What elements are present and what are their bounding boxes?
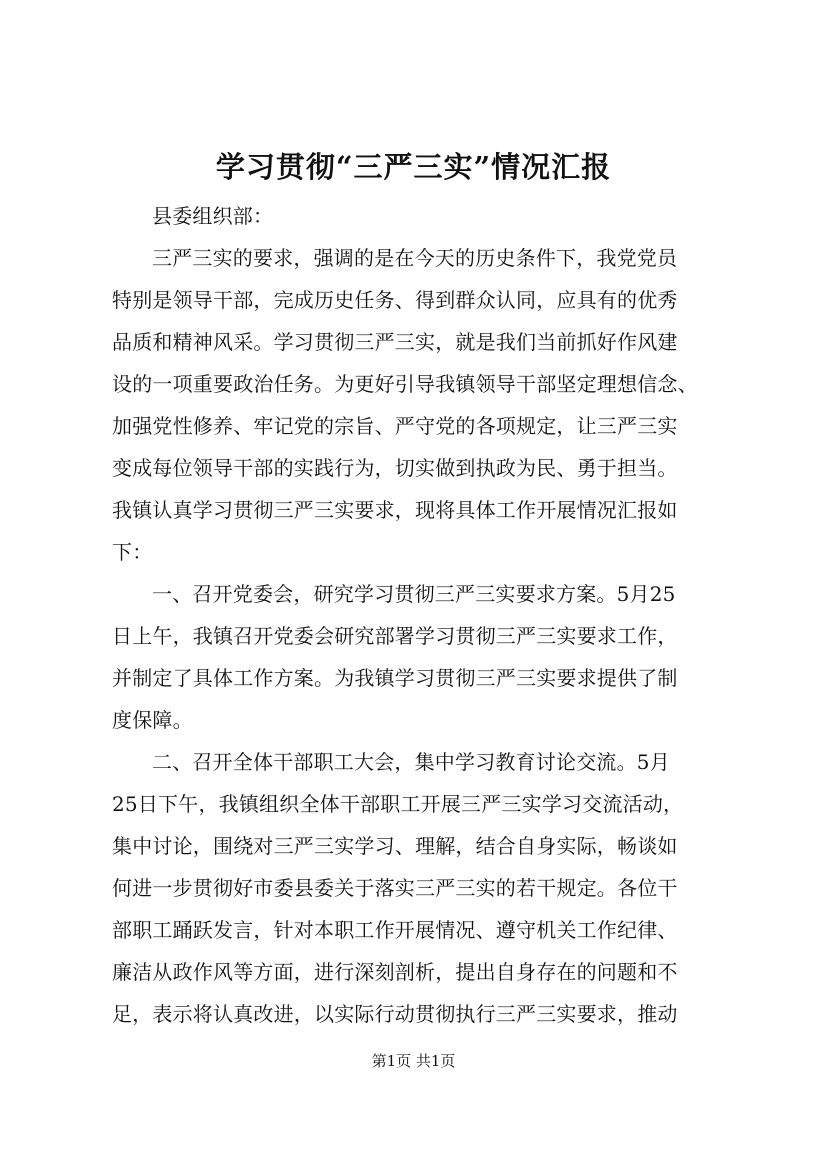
document-body	[112, 195, 737, 1035]
body-line: 并制定了具体工作方案。为我镇学习贯彻三严三实要求提供了制	[112, 666, 678, 690]
body-line: 25日下午，我镇组织全体干部职工开展三严三实学习交流活动，	[112, 792, 684, 816]
body-line: 县委组织部：	[152, 204, 274, 228]
body-line: 品质和精神风采。学习贯彻三严三实，就是我们当前抓好作风建	[112, 330, 678, 354]
body-line: 加强党性修养、牢记党的宗旨、严守党的各项规定，让三严三实	[112, 414, 678, 438]
body-line: 特别是领导干部，完成历史任务、得到群众认同，应具有的优秀	[112, 288, 678, 312]
body-line: 度保障。	[112, 708, 193, 732]
body-line: 何进一步贯彻好市委县委关于落实三严三实的若干规定。各位干	[112, 876, 678, 900]
body-line: 一、召开党委会，研究学习贯彻三严三实要求方案。5月25	[152, 582, 676, 606]
body-line: 我镇认真学习贯彻三严三实要求，现将具体工作开展情况汇报如	[112, 498, 678, 522]
body-line: 足，表示将认真改进，以实际行动贯彻执行三严三实要求，推动	[112, 1002, 678, 1026]
body-line: 三严三实的要求，强调的是在今天的历史条件下，我党党员	[152, 246, 678, 270]
body-line: 二、召开全体干部职工大会，集中学习教育讨论交流。5月	[152, 750, 670, 774]
body-line: 下：	[112, 540, 153, 564]
body-line: 变成每位领导干部的实践行为，切实做到执政为民、勇于担当。	[112, 456, 678, 480]
body-line: 部职工踊跃发言，针对本职工作开展情况、遵守机关工作纪律、	[112, 918, 678, 942]
body-line: 集中讨论，围绕对三严三实学习、理解，结合自身实际，畅谈如	[112, 834, 678, 858]
page-footer: 第1页 共1页	[371, 1052, 456, 1070]
document-title: 学习贯彻“三严三实”情况汇报	[215, 150, 612, 184]
body-line: 日上午，我镇召开党委会研究部署学习贯彻三严三实要求工作，	[112, 624, 678, 648]
body-line: 廉洁从政作风等方面，进行深刻剖析，提出自身存在的问题和不	[112, 960, 678, 984]
body-line: 设的一项重要政治任务。为更好引导我镇领导干部坚定理想信念、	[112, 372, 698, 396]
